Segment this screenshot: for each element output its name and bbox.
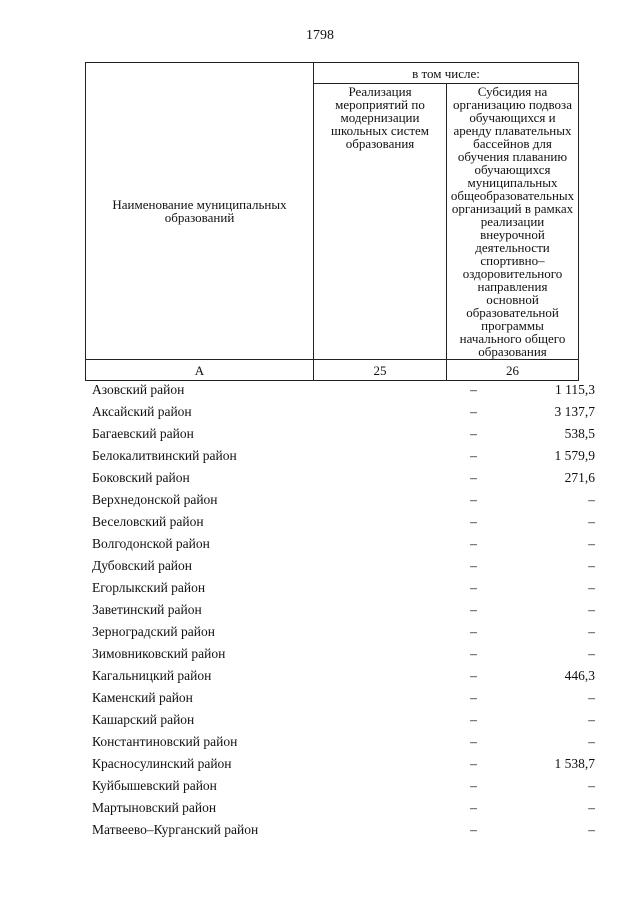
table-row xyxy=(85,423,600,445)
municipality-name-cell: Веселовский район xyxy=(92,514,204,529)
header-municipality-name: Наименование муниципальных образований xyxy=(86,63,314,360)
col-25-value-cell: – xyxy=(470,646,477,661)
col-25-value-cell: – xyxy=(470,448,477,463)
table-row xyxy=(85,775,600,797)
col-26-value-cell: – xyxy=(588,690,595,705)
col-26-value-cell: – xyxy=(588,800,595,815)
col-25-value-cell: – xyxy=(470,778,477,793)
table-row xyxy=(85,797,600,819)
table-row xyxy=(85,665,600,687)
table-row xyxy=(85,643,600,665)
col-25-value-cell: – xyxy=(470,558,477,573)
col-26-value-cell: 1 538,7 xyxy=(554,756,595,771)
municipality-name-cell: Кагальницкий район xyxy=(92,668,212,683)
table-row xyxy=(85,599,600,621)
col-26-value-cell: – xyxy=(588,734,595,749)
municipality-name-cell: Каменский район xyxy=(92,690,193,705)
table-row xyxy=(85,687,600,709)
header-col-25-title: Реализация мероприятий по модернизации школьных систем образования xyxy=(314,84,447,360)
col-25-value-cell: – xyxy=(470,382,477,397)
municipality-name-cell: Багаевский район xyxy=(92,426,194,441)
col-26-value-cell: 1 115,3 xyxy=(555,382,595,397)
municipality-name-cell: Красносулинский район xyxy=(92,756,232,771)
col-25-value-cell: – xyxy=(470,514,477,529)
table-row xyxy=(85,621,600,643)
table-row xyxy=(85,401,600,423)
col-26-value-cell: – xyxy=(588,712,595,727)
table-row xyxy=(85,819,600,841)
col-26-value-cell: – xyxy=(588,580,595,595)
municipality-name-cell: Егорлыкский район xyxy=(92,580,206,595)
col-26-value-cell: 3 137,7 xyxy=(554,404,595,419)
municipality-name-cell: Мартыновский район xyxy=(92,800,217,815)
col-26-value-cell: – xyxy=(588,536,595,551)
col-26-value-cell: – xyxy=(588,822,595,837)
col-25-value-cell: – xyxy=(470,734,477,749)
col-25-value-cell: – xyxy=(470,822,477,837)
col-25-value-cell: – xyxy=(470,668,477,683)
table-row xyxy=(85,445,600,467)
col-25-value-cell: – xyxy=(470,470,477,485)
header-col-25-number: 25 xyxy=(314,360,447,381)
col-25-value-cell: – xyxy=(470,492,477,507)
municipality-name-cell: Куйбышевский район xyxy=(92,778,217,793)
col-26-value-cell: – xyxy=(588,778,595,793)
municipality-name-cell: Зерноградский район xyxy=(92,624,215,639)
municipality-name-cell: Заветинский район xyxy=(92,602,202,617)
municipality-name-cell: Белокалитвинский район xyxy=(92,448,237,463)
col-26-value-cell: – xyxy=(588,602,595,617)
header-col-26-number: 26 xyxy=(447,360,579,381)
table-row xyxy=(85,467,600,489)
col-26-value-cell: – xyxy=(588,492,595,507)
header-col-26-title: Субсидия на организацию подвоза обучающихся и аренду плавательных бассейнов для обучения плаванию обучающихся муниципальных общеобразовательных организаций в рамках реализации внеурочной деятельности спортивно–оздоровительного направления основной образовательной программы начального общего образования xyxy=(447,84,579,360)
table-row xyxy=(85,533,600,555)
col-25-value-cell: – xyxy=(470,602,477,617)
header-col-a-number: А xyxy=(86,360,314,381)
col-25-value-cell: – xyxy=(470,624,477,639)
col-25-value-cell: – xyxy=(470,690,477,705)
col-25-value-cell: – xyxy=(470,536,477,551)
col-25-value-cell: – xyxy=(470,404,477,419)
col-26-value-cell: – xyxy=(588,514,595,529)
col-26-value-cell: 446,3 xyxy=(564,668,595,683)
municipality-name-cell: Кашарский район xyxy=(92,712,195,727)
table-row xyxy=(85,753,600,775)
municipality-name-cell: Матвеево–Курганский район xyxy=(92,822,259,837)
col-25-value-cell: – xyxy=(470,756,477,771)
table-row xyxy=(85,577,600,599)
col-26-value-cell: – xyxy=(588,558,595,573)
col-26-value-cell: – xyxy=(588,646,595,661)
col-25-value-cell: – xyxy=(470,426,477,441)
municipality-name-cell: Аксайский район xyxy=(92,404,192,419)
header-including-label: в том числе: xyxy=(314,63,579,84)
table-row xyxy=(85,709,600,731)
table-header xyxy=(85,62,579,381)
col-25-value-cell: – xyxy=(470,712,477,727)
municipality-name-cell: Боковский район xyxy=(92,470,190,485)
page-number: 1798 xyxy=(306,28,334,43)
table-row xyxy=(85,489,600,511)
table-row xyxy=(85,379,600,401)
table-row xyxy=(85,511,600,533)
table-body xyxy=(85,379,600,841)
municipality-name-cell: Дубовский район xyxy=(92,558,193,573)
col-26-value-cell: 271,6 xyxy=(564,470,595,485)
municipality-name-cell: Константиновский район xyxy=(92,734,238,749)
col-26-value-cell: 1 579,9 xyxy=(554,448,595,463)
col-25-value-cell: – xyxy=(470,800,477,815)
table-row xyxy=(85,555,600,577)
municipality-name-cell: Верхнедонской район xyxy=(92,492,218,507)
col-25-value-cell: – xyxy=(470,580,477,595)
col-26-value-cell: – xyxy=(588,624,595,639)
municipality-name-cell: Азовский район xyxy=(92,382,185,397)
col-26-value-cell: 538,5 xyxy=(564,426,595,441)
table-row xyxy=(85,731,600,753)
municipality-name-cell: Волгодонской район xyxy=(92,536,210,551)
municipality-name-cell: Зимовниковский район xyxy=(92,646,226,661)
